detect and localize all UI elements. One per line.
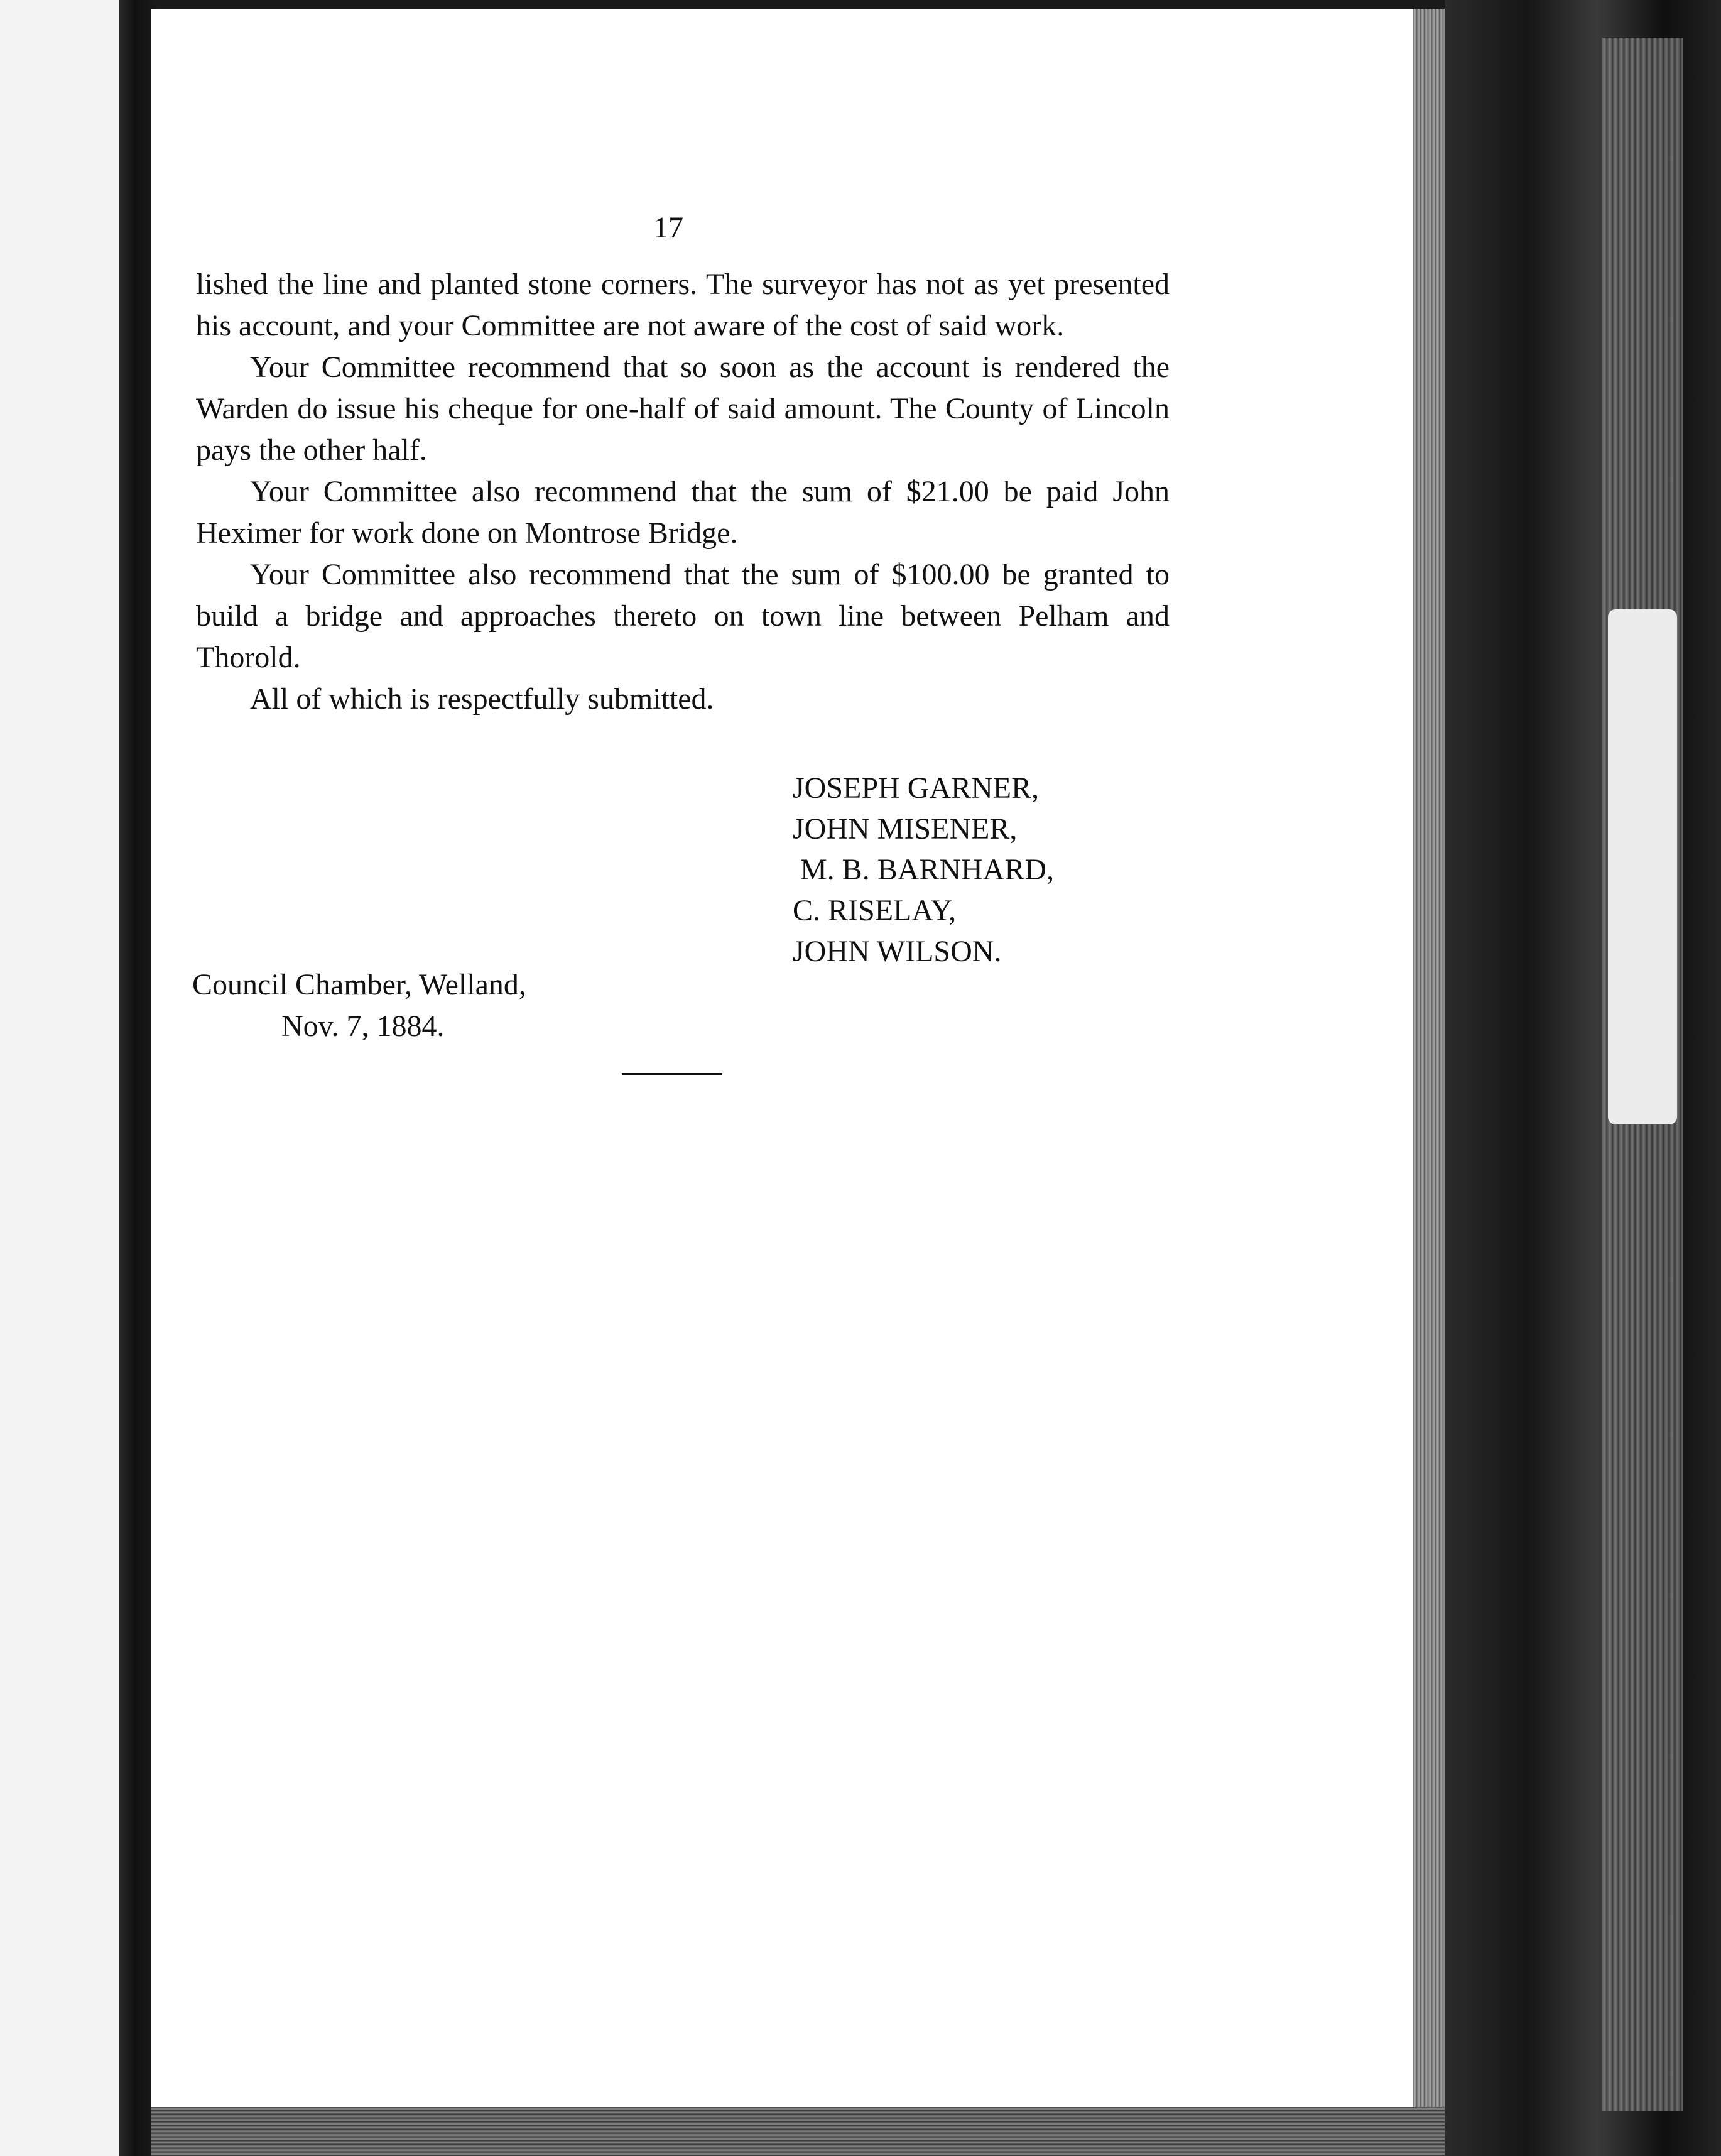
bottom-page-edges — [151, 2107, 1445, 2156]
report-body — [196, 264, 1170, 720]
paragraph-montrose-bridge: Your Committee also recommend that the sum of $21.00 be paid John Heximer for work done on Montrose Bridge. — [196, 475, 1170, 550]
signatory-list — [793, 768, 1054, 972]
paragraph-continuation: lished the line and planted stone corners. The surveyor has not as yet presented his account, and your Committee are not aware of the cost of said work. — [196, 268, 1170, 342]
place-and-date — [192, 964, 526, 1047]
page-edges — [1413, 9, 1445, 2120]
signatory: M. B. BARNHARD, — [800, 853, 1055, 886]
signatory: JOHN MISENER, — [793, 812, 1018, 846]
closing-rule — [622, 1073, 722, 1075]
left-facing-page — [0, 0, 119, 2156]
paragraph-warden-cheque: Your Committee recommend that so soon as the account is rendered the Warden do issue his cheque for one-half of said amount. The County of Lincoln pays the other half. — [196, 351, 1170, 467]
signatory: C. RISELAY, — [793, 894, 957, 927]
paper-tab — [1608, 609, 1677, 1124]
page-number: 17 — [653, 211, 683, 244]
date: Nov. 7, 1884. — [281, 1010, 445, 1043]
signatory: JOHN WILSON. — [793, 935, 1002, 968]
paragraph-town-line-bridge: Your Committee also recommend that the sum of $100.00 be granted to build a bridge and approaches thereto on town line between Pelham and Thorold. — [196, 558, 1170, 674]
place: Council Chamber, Welland, — [192, 968, 526, 1001]
signatory: JOSEPH GARNER, — [793, 771, 1040, 805]
closing-line: All of which is respectfully submitted. — [250, 682, 714, 716]
